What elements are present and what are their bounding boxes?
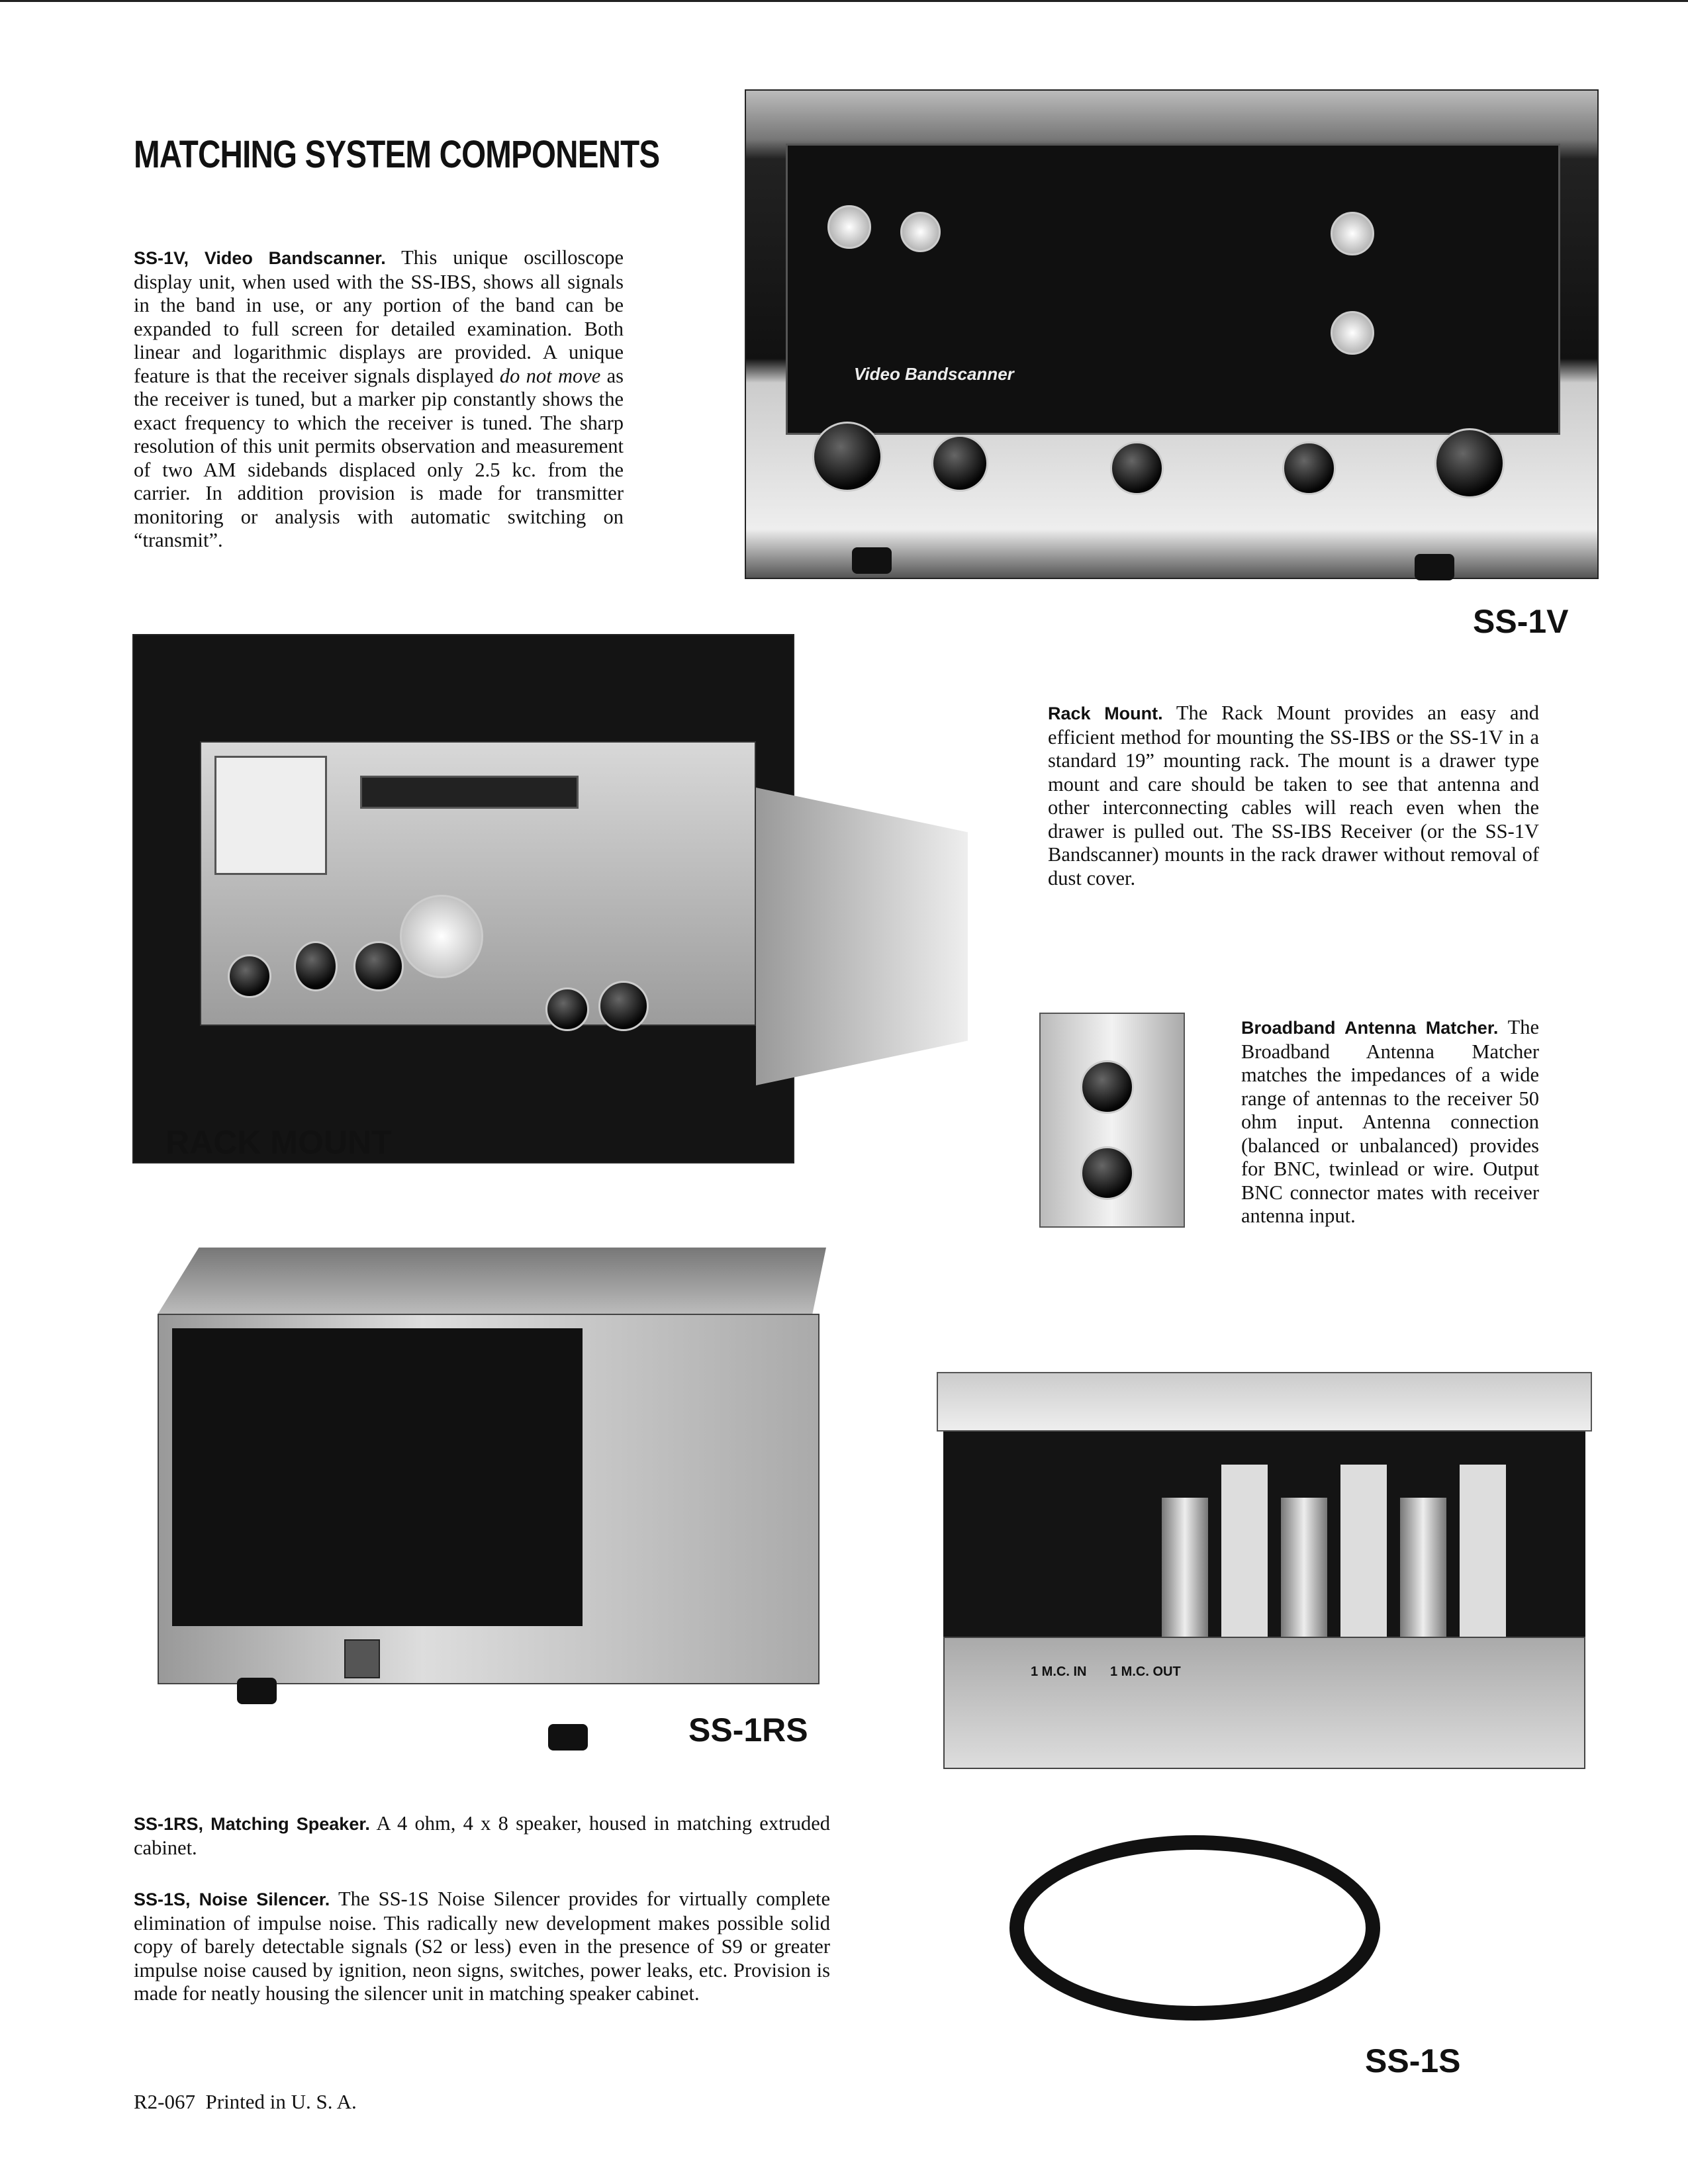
output-label: 1 M.C. OUT — [1110, 1664, 1181, 1679]
tuning-knob — [400, 895, 483, 978]
knob — [598, 981, 649, 1031]
ss1v-heading: SS-1V, Video Bandscanner. — [134, 248, 386, 268]
knob — [294, 941, 338, 991]
ss1s-label: SS-1S — [1365, 2042, 1461, 2079]
knob — [1080, 1060, 1134, 1114]
input-label: 1 M.C. IN — [1031, 1664, 1087, 1679]
knob — [545, 987, 589, 1031]
ss1rs-heading: SS-1RS, Matching Speaker. — [134, 1814, 370, 1834]
cabinet-top — [937, 1372, 1592, 1432]
horizontal-width-knob — [827, 205, 871, 249]
knob — [228, 954, 271, 998]
silencer-chassis — [943, 1637, 1585, 1769]
ss1v-description — [134, 246, 624, 553]
rack-mount-label: RACK MOUNT — [165, 1124, 392, 1161]
cabinet-front — [158, 1314, 820, 1684]
foot — [548, 1724, 588, 1751]
receiver-front-panel — [200, 741, 756, 1026]
ss1v-photo — [745, 89, 1599, 579]
cabinet-top — [144, 1248, 826, 1314]
frequency-knob — [1110, 441, 1164, 495]
rack-mount-description — [1048, 702, 1539, 890]
top-rule — [0, 0, 1688, 2]
page-title: MATCHING SYSTEM COMPONENTS — [134, 133, 660, 176]
foot — [1415, 554, 1454, 580]
gain-knob — [931, 435, 988, 492]
antenna-matcher-description — [1241, 1016, 1539, 1228]
rack-mount-heading: Rack Mount. — [1048, 704, 1163, 723]
ss1v-body-2: as the receiver is tuned, but a marker pip constantly shows the exact frequency to which the receiver is tuned. The sharp resolution of this unit permits observation and measurement of two AM sidebands displaced only 2.5 kc. from the carrier. In addition provision is made for transmitter monitoring or analysis with automatic switching on “transmit”. — [134, 364, 624, 551]
rack-mount-body: The Rack Mount provides an easy and efficient method for mounting the SS-IBS or the SS-1V in a standard 19” mounting rack. The mount is a drawer type mount and care should be taken to see that antenna and other interconnecting cables will reach even when the drawer is pulled out. The SS-IBS Receiver (or the SS-1V Bandscanner) mounts in the rack drawer without removal of dust cover. — [1048, 702, 1539, 889]
foot — [237, 1678, 277, 1704]
ss1v-body-1: This unique oscilloscope display unit, when used with the SS-IBS, shows all signals in the band in use, or any portion of the band can be expanded to full screen for detailed examination. Both linear and logarithmic displays are provided. A unique feature is that the receiver signals displayed — [134, 246, 624, 387]
antenna-matcher-heading: Broadband Antenna Matcher. — [1241, 1018, 1499, 1038]
ss1rs-description — [134, 1812, 830, 1860]
ss1s-photo — [930, 1372, 1599, 2087]
shield-can — [1340, 1465, 1387, 1643]
s-meter — [214, 756, 327, 875]
ss1v-body-italic: do not move — [499, 364, 601, 387]
antenna-matcher-body: The Broadband Antenna Matcher matches the impedances of a wide range of antennas to the receiver 50 ohm input. Antenna connection (balanced or unbalanced) provides for BNC, twinlead or wire. Output BNC connector mates with receiver antenna input. — [1241, 1016, 1540, 1227]
shield-can — [1221, 1465, 1268, 1643]
ss1s-body: The SS-1S Noise Silencer provides for virtually complete elimination of impulse noise. This radically new development makes possible solid copy of barely detectable signals (S2 or less) even in the presence of S9 or greater impulse noise caused by ignition, neon signs, switches, power leaks, etc. Provision is made for neatly housing the silencer unit in matching speaker cabinet. — [134, 1888, 830, 2005]
knob — [353, 941, 404, 991]
speaker-grille — [172, 1328, 583, 1626]
focus-knob — [1331, 212, 1374, 255]
ss1s-description — [134, 1888, 830, 2006]
rack-mount-photo — [132, 634, 794, 1163]
foot — [852, 547, 892, 574]
knob — [1080, 1146, 1134, 1200]
power-cable — [1009, 1835, 1380, 2021]
intensity-knob — [1331, 311, 1374, 355]
tube — [1162, 1498, 1208, 1643]
antenna-matcher-photo — [1039, 1013, 1185, 1228]
ss1v-front-panel — [786, 144, 1560, 435]
ss1rs-label: SS-1RS — [688, 1711, 808, 1749]
ss1s-heading: SS-1S, Noise Silencer. — [134, 1889, 330, 1909]
dial-window — [360, 776, 579, 809]
tube — [1281, 1498, 1327, 1643]
footer-print-code: R2-067 Printed in U. S. A. — [134, 2090, 357, 2113]
logo-badge — [344, 1639, 380, 1678]
ss1rs-photo — [144, 1248, 826, 1770]
shield-can — [1460, 1465, 1506, 1643]
tube — [1400, 1498, 1446, 1643]
ss1v-label: SS-1V — [1473, 603, 1569, 640]
sweep-knob — [1434, 428, 1505, 498]
ss1rs-body: A 4 ohm, 4 x 8 speaker, housed in matching extruded cabinet. — [134, 1812, 830, 1859]
ss1v-panel-name: Video Bandscanner — [854, 364, 1014, 384]
vertical-center-knob — [900, 212, 941, 252]
drawer-slide — [756, 788, 968, 1085]
power-knob — [812, 422, 882, 492]
bandwidth-knob — [1282, 441, 1336, 495]
